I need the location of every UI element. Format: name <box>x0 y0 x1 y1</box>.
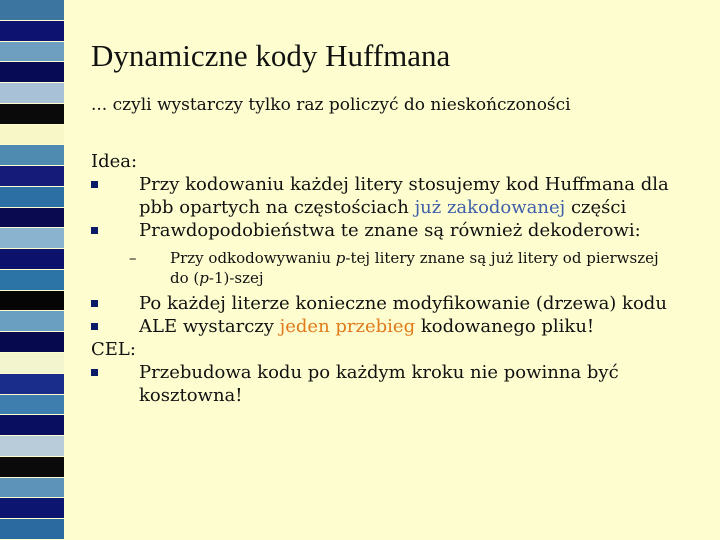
idea-label: Idea: <box>91 151 138 172</box>
square-bullet-icon <box>91 300 98 307</box>
stripe-block <box>0 21 64 42</box>
sub-text-2: do ( <box>170 269 200 287</box>
bullet-item-4 <box>91 315 701 338</box>
square-bullet-icon <box>91 323 98 330</box>
stripe-block <box>0 353 64 374</box>
stripe-block <box>0 311 64 332</box>
bullet-5-line-2: kosztowna! <box>139 385 243 406</box>
bullet-1-line-2 <box>139 196 701 219</box>
stripe-block <box>0 395 64 416</box>
bullet-3-text: Po każdej literze konieczne modyfikowanie (drzewa) kodu <box>139 293 667 314</box>
highlight-one-pass: jeden przebieg <box>279 316 416 337</box>
slide-title: Dynamiczne kody Huffmana <box>91 38 451 73</box>
bullet-1-text-end: części <box>565 197 627 218</box>
stripe-block <box>0 270 64 291</box>
stripe-block <box>0 42 64 63</box>
bullet-4-line <box>139 315 701 338</box>
square-bullet-icon <box>91 369 98 376</box>
stripe-block <box>0 145 64 166</box>
stripe-block <box>0 436 64 457</box>
goal-label: CEL: <box>91 339 136 360</box>
sub-text: Przy odkodowywaniu <box>170 249 336 267</box>
stripe-block <box>0 228 64 249</box>
bullet-item-2 <box>91 219 701 242</box>
decorative-stripe <box>0 0 64 540</box>
stripe-block <box>0 0 64 21</box>
stripe-block <box>0 249 64 270</box>
stripe-block <box>0 415 64 436</box>
sub-text-2-end: -1)-szej <box>208 269 264 287</box>
stripe-block <box>0 291 64 312</box>
stripe-block <box>0 457 64 478</box>
stripe-block <box>0 125 64 146</box>
bullet-item-3 <box>91 292 701 315</box>
variable-p: p <box>335 249 346 267</box>
bullet-2-text: Prawdopodobieństwa te znane są również dekoderowi: <box>139 220 641 241</box>
highlight-already-encoded: już zakodowanej <box>414 197 566 218</box>
bullet-4-text: ALE wystarczy <box>139 316 280 337</box>
square-bullet-icon <box>91 181 98 188</box>
sub-bullet-item <box>91 248 701 288</box>
stripe-block <box>0 166 64 187</box>
sub-bullet-line-2 <box>170 268 701 288</box>
slide-body <box>91 150 701 407</box>
stripe-block <box>0 498 64 519</box>
stripe-block <box>0 332 64 353</box>
bullet-item-5 <box>91 361 701 407</box>
stripe-block <box>0 62 64 83</box>
bullet-item-1 <box>91 173 701 219</box>
square-bullet-icon <box>91 227 98 234</box>
stripe-block <box>0 374 64 395</box>
sub-text-mid: -tej litery znane są już litery od pierwszej <box>345 249 659 267</box>
stripe-block <box>0 83 64 104</box>
stripe-block <box>0 208 64 229</box>
stripe-block <box>0 519 64 540</box>
stripe-block <box>0 187 64 208</box>
stripe-block <box>0 478 64 499</box>
bullet-1-text: pbb opartych na częstościach <box>139 197 415 218</box>
sub-bullet-line-1 <box>170 248 701 268</box>
bullet-1-line-1: Przy kodowaniu każdej litery stosujemy kod Huffmana dla <box>139 174 669 195</box>
bullet-5-line-1: Przebudowa kodu po każdym kroku nie powinna być <box>139 362 619 383</box>
variable-p: p <box>199 269 209 287</box>
dash-bullet-icon: – <box>129 249 137 267</box>
bullet-4-text-end: kodowanego pliku! <box>415 316 595 337</box>
slide-subtitle: ... czyli wystarczy tylko raz policzyć do nieskończoności <box>91 95 571 115</box>
stripe-block <box>0 104 64 125</box>
